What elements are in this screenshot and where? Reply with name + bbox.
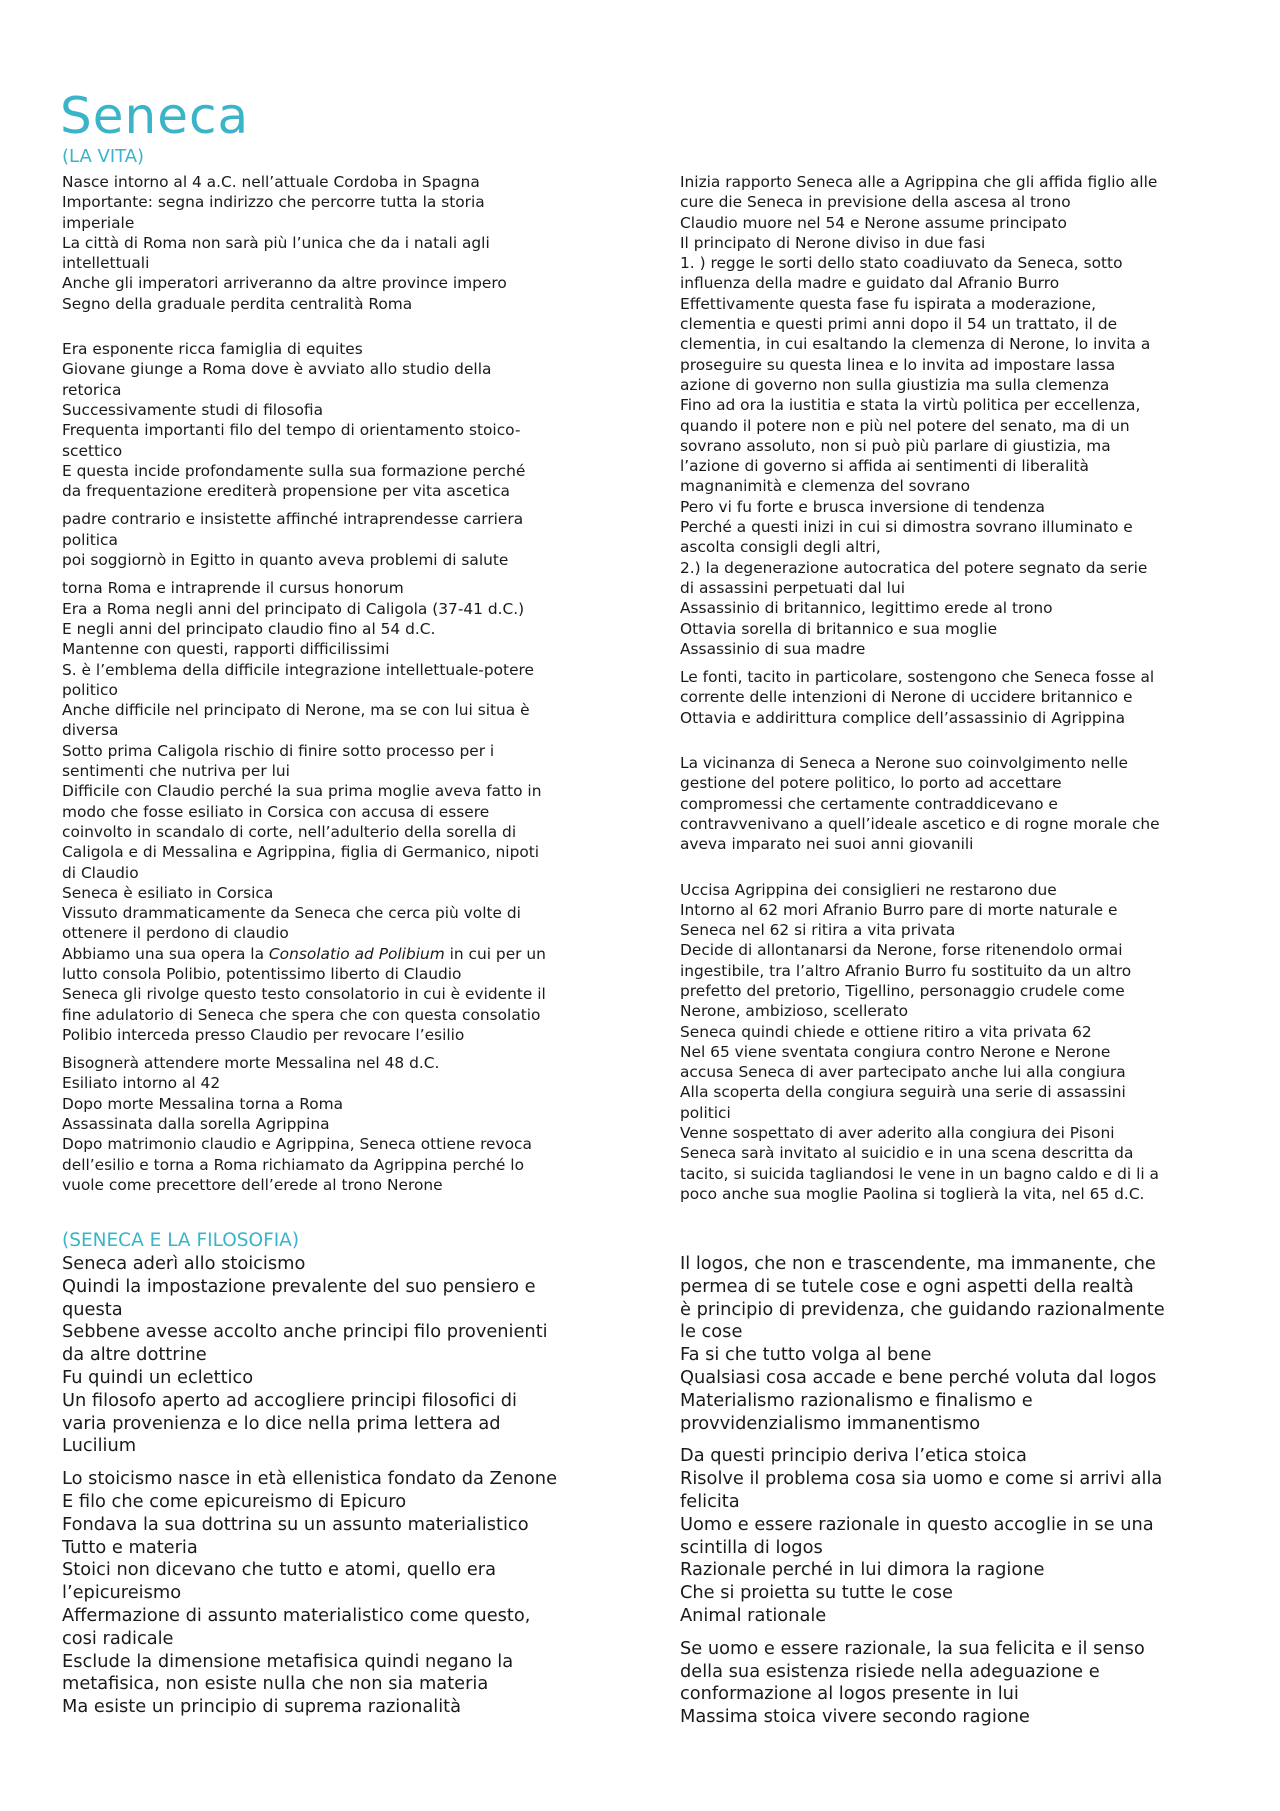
paragraph-gap	[680, 855, 1160, 880]
text-line: Affermazione di assunto materialistico come questo,	[62, 1604, 531, 1626]
text-line: Giovane giunge a Roma dove è avviato allo studio della	[62, 360, 492, 379]
text-line: Nasce intorno al 4 a.C. nell’attuale Cordoba in Spagna	[62, 173, 480, 191]
text-line: Un filosofo aperto ad accogliere principi filosofici di	[62, 1389, 517, 1411]
text-line: proseguire su questa linea e lo invita ad impostare lassa	[680, 355, 1116, 374]
text-line: Ma esiste un principio di suprema razionalità	[62, 1696, 462, 1718]
paragraph-gap	[680, 1628, 1165, 1638]
text-line: Anche difficile nel principato di Nerone, ma se con lui situa è	[62, 701, 530, 720]
text-line: Ottavia sorella di britannico e sua moglie	[680, 619, 998, 638]
text-line: La vicinanza di Seneca a Nerone suo coinvolgimento nelle	[680, 754, 1129, 773]
paragraph-gap	[62, 1458, 557, 1468]
text-line: Fa si che tutto volga al bene	[680, 1344, 932, 1366]
text-line: Quindi la impostazione prevalente del suo pensiero e	[62, 1275, 536, 1297]
filosofia-right-column	[680, 1253, 1165, 1729]
paragraph-gap	[62, 570, 546, 578]
text-line: corrente delle intenzioni di Nerone di uccidere britannico e	[680, 688, 1133, 707]
text-line: Assassinio di sua madre	[680, 639, 866, 658]
text-line: le cose	[680, 1321, 743, 1343]
text-line: politico	[62, 680, 118, 699]
text-line: scintilla di logos	[680, 1536, 823, 1558]
text-line: Bisognerà attendere morte Messalina nel 48 d.C.	[62, 1054, 440, 1073]
text-line: S. è l’emblema della difficile integrazione intellettuale-potere	[62, 660, 534, 679]
text-line: da frequentazione erediterà propensione per vita ascetica	[62, 482, 510, 501]
text-line: sentimenti che nutriva per lui	[62, 762, 290, 781]
text-line: Claudio muore nel 54 e Nerone assume principato	[680, 213, 1067, 232]
text-line: intellettuali	[62, 254, 150, 273]
text-line: metafisica, non esiste nulla che non sia materia	[62, 1673, 489, 1695]
text-line: poco anche sua moglie Paolina si toglierà la vita, nel 65 d.C.	[680, 1184, 1145, 1203]
text-line: Mantenne con questi, rapporti difficilissimi	[62, 640, 390, 659]
text-line: coinvolto in scandalo di corte, nell’adulterio della sorella di	[62, 822, 517, 841]
text-line: quando il potere non e più nel potere del senato, ma di un	[680, 416, 1130, 435]
text-line: imperiale	[62, 213, 135, 232]
text-fragment: Abbiamo una sua opera la	[62, 944, 269, 963]
text-line: 2.) la degenerazione autocratica del potere segnato da serie	[680, 558, 1148, 577]
text-line: clementia e questi primi anni dopo il 54 un trattato, il de	[680, 315, 1118, 334]
text-line: di assassini perpetuati dal lui	[680, 578, 905, 597]
text-line: Materialismo razionalismo e finalismo e	[680, 1389, 1033, 1411]
text-line: Massima stoica vivere secondo ragione	[680, 1706, 1030, 1728]
text-line: E questa incide profondamente sulla sua formazione perché	[62, 461, 526, 480]
text-line: Razionale perché in lui dimora la ragione	[680, 1559, 1045, 1581]
paragraph-gap	[680, 728, 1160, 753]
page-title: Seneca	[60, 87, 250, 145]
text-line: Risolve il problema cosa sia uomo e come si arrivi alla	[680, 1468, 1163, 1490]
text-line: Difficile con Claudio perché la sua prima moglie aveva fatto in	[62, 782, 542, 801]
text-line: Le fonti, tacito in particolare, sostengono che Seneca fosse al	[680, 668, 1155, 687]
text-line: Se uomo e essere razionale, la sua felicita e il senso	[680, 1637, 1145, 1659]
text-line: gestione del potere politico, lo porto ad accettare	[680, 774, 1062, 793]
text-line: felicita	[680, 1490, 740, 1512]
text-line: accusa Seneca di aver partecipato anche lui alla congiura	[680, 1063, 1126, 1082]
text-line: Seneca sarà invitato al suicidio e in una scena descritta da	[680, 1144, 1134, 1163]
text-line: Vissuto drammaticamente da Seneca che cerca più volte di	[62, 904, 521, 923]
text-line: azione di governo non sulla giustizia ma sulla clemenza	[680, 375, 1110, 394]
text-line: Dopo matrimonio claudio e Agrippina, Seneca ottiene revoca	[62, 1135, 532, 1154]
text-line: influenza della madre e guidato dal Afranio Burro	[680, 274, 1060, 293]
text-line: ascolta consigli degli altri,	[680, 538, 881, 557]
text-line: Polibio interceda presso Claudio per revocare l’esilio	[62, 1025, 465, 1044]
text-line: Frequenta importanti filo del tempo di orientamento stoico-	[62, 421, 521, 440]
text-line: Che si proietta su tutte le cose	[680, 1582, 953, 1604]
filosofia-left-column	[62, 1253, 557, 1719]
text-line: Fu quindi un eclettico	[62, 1366, 254, 1388]
text-line: Nel 65 viene sventata congiura contro Nerone e Nerone	[680, 1042, 1111, 1061]
section-heading-filosofia: (SENECA E LA FILOSOFIA)	[62, 1230, 300, 1251]
text-line: l’azione di governo si affida ai sentimenti di liberalità	[680, 457, 1089, 476]
paragraph-gap	[680, 1435, 1165, 1445]
consolatio-line	[62, 944, 546, 964]
text-line: Decide di allontanarsi da Nerone, forse ritenendolo ormai	[680, 941, 1123, 960]
section-heading-la-vita: (LA VITA)	[62, 146, 145, 167]
paragraph-gap	[680, 659, 1160, 667]
text-line: Successivamente studi di filosofia	[62, 400, 324, 419]
text-line: conformazione al logos presente in lui	[680, 1683, 1019, 1705]
text-line: clementia, in cui esaltando la clemenza di Nerone, lo invita a	[680, 335, 1151, 354]
text-line: questa	[62, 1298, 123, 1320]
text-line: modo che fosse esiliato in Corsica con accusa di essere	[62, 802, 490, 821]
text-line: prefetto del pretorio, Tigellino, personaggio crudele come	[680, 981, 1125, 1000]
text-line: Inizia rapporto Seneca alle a Agrippina che gli affida figlio alle	[680, 173, 1158, 191]
text-line: permea di se tutele cose e ogni aspetti della realtà	[680, 1275, 1134, 1297]
text-line: poi soggiornò in Egitto in quanto aveva problemi di salute	[62, 551, 509, 570]
text-line: aveva imparato nei suoi anni giovanili	[680, 835, 974, 854]
text-line: E filo che come epicureismo di Epicuro	[62, 1490, 407, 1512]
text-line: Effettivamente questa fase fu ispirata a moderazione,	[680, 294, 1097, 313]
text-line: torna Roma e intraprende il cursus honorum	[62, 579, 404, 598]
text-line: Sebbene avesse accolto anche principi filo provenienti	[62, 1321, 548, 1343]
text-line: Seneca quindi chiede e ottiene ritiro a vita privata 62	[680, 1022, 1092, 1041]
text-line: politica	[62, 530, 118, 549]
text-line: Tutto e materia	[62, 1536, 198, 1558]
text-line: dell’esilio e torna a Roma richiamato da Agrippina perché lo	[62, 1155, 524, 1174]
text-line: tacito, si suicida tagliandosi le vene in un bagno caldo e di li a	[680, 1164, 1159, 1183]
la-vita-left-column	[62, 172, 546, 1195]
text-line: Venne sospettato di aver aderito alla congiura dei Pisoni	[680, 1124, 1115, 1143]
text-line: Stoici non dicevano che tutto e atomi, quello era	[62, 1559, 496, 1581]
work-title: Consolatio ad Polibium	[268, 944, 445, 963]
text-line: provvidenzialismo immanentismo	[680, 1412, 981, 1434]
paragraph-gap	[62, 501, 546, 509]
text-line: varia provenienza e lo dice nella prima lettera ad	[62, 1412, 501, 1434]
text-line: politici	[680, 1103, 731, 1122]
text-line: Assassinio di britannico, legittimo erede al trono	[680, 599, 1053, 618]
text-line: Il logos, che non e trascendente, ma immanente, che	[680, 1253, 1156, 1274]
paragraph-gap	[62, 314, 546, 339]
text-line: Alla scoperta della congiura seguirà una serie di assassini	[680, 1083, 1126, 1102]
text-line: Lucilium	[62, 1435, 137, 1457]
text-line: compromessi che certamente contraddicevano e	[680, 794, 1058, 813]
text-line: Seneca è esiliato in Corsica	[62, 883, 274, 902]
text-line: cosi radicale	[62, 1627, 174, 1649]
text-line: ottenere il perdono di claudio	[62, 924, 289, 943]
text-line: ingestibile, tra l’altro Afranio Burro fu sostituito da un altro	[680, 961, 1132, 980]
text-line: l’epicureismo	[62, 1582, 182, 1604]
text-line: vuole come precettore dell’erede al trono Nerone	[62, 1175, 443, 1194]
text-line: Caligola e di Messalina e Agrippina, figlia di Germanico, nipoti	[62, 843, 540, 862]
text-line: è principio di previdenza, che guidando razionalmente	[680, 1298, 1165, 1320]
text-line: Fondava la sua dottrina su un assunto materialistico	[62, 1513, 529, 1535]
text-line: Segno della graduale perdita centralità Roma	[62, 294, 413, 313]
text-line: Ottavia e addirittura complice dell’assassinio di Agrippina	[680, 708, 1126, 727]
text-line: La città di Roma non sarà più l’unica che da i natali agli	[62, 233, 490, 252]
text-line: 1. ) regge le sorti dello stato coadiuvato da Seneca, sotto	[680, 254, 1123, 273]
text-line: Seneca nel 62 si ritira a vita privata	[680, 921, 956, 940]
text-line: Da questi principio deriva l’etica stoica	[680, 1445, 1027, 1467]
text-line: della sua esistenza risiede nella adeguazione e	[680, 1660, 1100, 1682]
text-line: Nerone, ambizioso, scellerato	[680, 1002, 909, 1021]
text-line: cure die Seneca in previsione della ascesa al trono	[680, 193, 1071, 212]
text-line: Intorno al 62 mori Afranio Burro pare di morte naturale e	[680, 900, 1118, 919]
text-line: Dopo morte Messalina torna a Roma	[62, 1094, 344, 1113]
text-line: Sotto prima Caligola rischio di finire sotto processo per i	[62, 741, 495, 760]
text-line: Esclude la dimensione metafisica quindi negano la	[62, 1650, 514, 1672]
text-line: Era esponente ricca famiglia di equites	[62, 340, 363, 359]
text-line: lutto consola Polibio, potentissimo liberto di Claudio	[62, 964, 462, 983]
text-line: contravvenivano a quell’ideale ascetico e di rogne morale che	[680, 814, 1160, 833]
text-line: Uccisa Agrippina dei consiglieri ne restarono due	[680, 880, 1057, 899]
text-line: Il principato di Nerone diviso in due fasi	[680, 233, 986, 252]
text-line: Qualsiasi cosa accade e bene perché voluta dal logos	[680, 1366, 1157, 1388]
text-line: di Claudio	[62, 863, 139, 882]
text-line: Anche gli imperatori arriveranno da altre province impero	[62, 274, 507, 293]
text-line: Lo stoicismo nasce in età ellenistica fondato da Zenone	[62, 1468, 558, 1490]
text-line: diversa	[62, 721, 119, 740]
text-line: da altre dottrine	[62, 1344, 207, 1366]
text-line: retorica	[62, 380, 122, 399]
text-line: Perché a questi inizi in cui si dimostra sovrano illuminato e	[680, 518, 1133, 537]
paragraph-gap	[62, 1045, 546, 1053]
text-line: magnanimità e clemenza del sovrano	[680, 477, 971, 496]
text-line: fine adulatorio di Seneca che spera che con questa consolatio	[62, 1005, 541, 1024]
text-line: Uomo e essere razionale in questo accoglie in se una	[680, 1513, 1154, 1535]
text-line: padre contrario e insistette affinché intraprendesse carriera	[62, 510, 524, 529]
text-line: scettico	[62, 441, 123, 460]
text-line: Fino ad ora la iustitia e stata la virtù politica per eccellenza,	[680, 396, 1141, 415]
text-line: Assassinata dalla sorella Agrippina	[62, 1115, 330, 1134]
text-line: Seneca aderì allo stoicismo	[62, 1253, 306, 1274]
text-fragment: in cui per un	[444, 944, 546, 963]
text-line: E negli anni del principato claudio fino al 54 d.C.	[62, 619, 436, 638]
la-vita-right-column	[680, 172, 1160, 1204]
text-line: sovrano assoluto, non si può più parlare di giustizia, ma	[680, 436, 1111, 455]
text-line: Animal rationale	[680, 1604, 827, 1626]
text-line: Era a Roma negli anni del principato di Caligola (37-41 d.C.)	[62, 599, 525, 618]
text-line: Seneca gli rivolge questo testo consolatorio in cui è evidente il	[62, 985, 546, 1004]
text-line: Importante: segna indirizzo che percorre tutta la storia	[62, 193, 485, 212]
text-line: Esiliato intorno al 42	[62, 1074, 221, 1093]
text-line: Pero vi fu forte e brusca inversione di tendenza	[680, 497, 1045, 516]
